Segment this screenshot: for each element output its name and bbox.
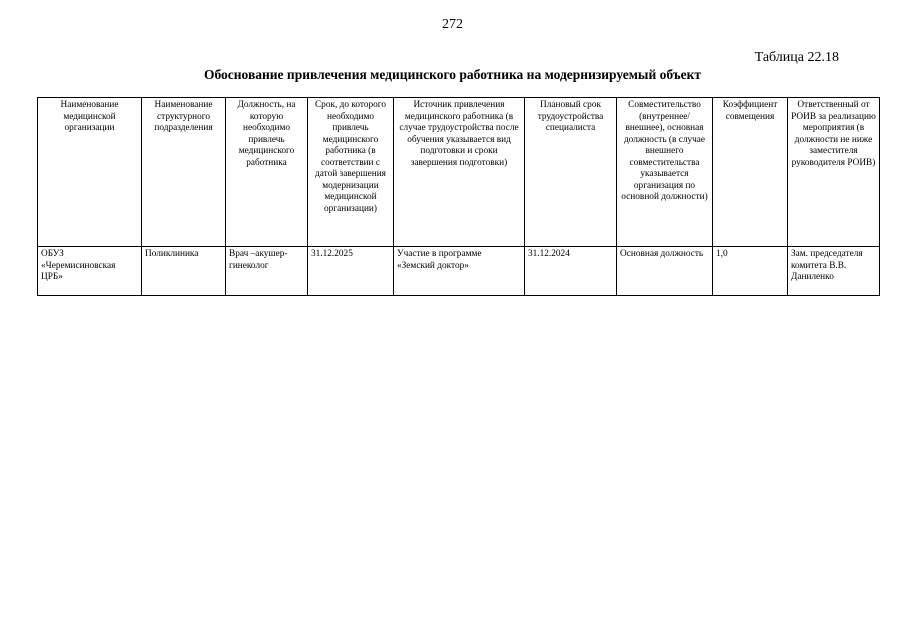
table-cell: Основная должность <box>617 247 713 296</box>
table-cell: Зам. председателя комитета В.В. Даниленко <box>788 247 880 296</box>
table-header-row <box>38 98 880 247</box>
column-header: Источник привлечения медицинского работника (в случае трудоустройства после обучения указывается вид подготовки и сроки завершения подготовки) <box>394 98 525 247</box>
table-cell: Участие в программе «Земский доктор» <box>394 247 525 296</box>
document-title: Обоснование привлечения медицинского работника на модернизируемый объект <box>203 67 702 82</box>
table-cell: Поликлиника <box>142 247 226 296</box>
column-header: Совместительство (внутреннее/внешнее), основная должность (в случае внешнего совместительства указывается организация по основной должности) <box>617 98 713 247</box>
justification-table <box>37 97 880 296</box>
table-cell: 31.12.2025 <box>308 247 394 296</box>
table-cell: ОБУЗ «Черемисиновская ЦРБ» <box>38 247 142 296</box>
table-cell: 31.12.2024 <box>525 247 617 296</box>
column-header: Срок, до которого необходимо привлечь медицинского работника (в соответствии с датой завершения модернизации медицинской организации) <box>308 98 394 247</box>
column-header: Наименование медицинской организации <box>38 98 142 247</box>
page-number: 272 <box>442 17 463 32</box>
table-number: Таблица 22.18 <box>754 50 839 65</box>
column-header: Плановый срок трудоустройства специалиста <box>525 98 617 247</box>
column-header: Наименование структурного подразделения <box>142 98 226 247</box>
table-cell: 1,0 <box>713 247 788 296</box>
table-row <box>38 247 880 296</box>
table-cell: Врач –акушер-гинеколог <box>226 247 308 296</box>
column-header: Ответственный от РОИВ за реализацию мероприятия (в должности не ниже заместителя руководителя РОИВ) <box>788 98 880 247</box>
column-header: Коэффициент совмещения <box>713 98 788 247</box>
column-header: Должность, на которую необходимо привлечь медицинского работника <box>226 98 308 247</box>
